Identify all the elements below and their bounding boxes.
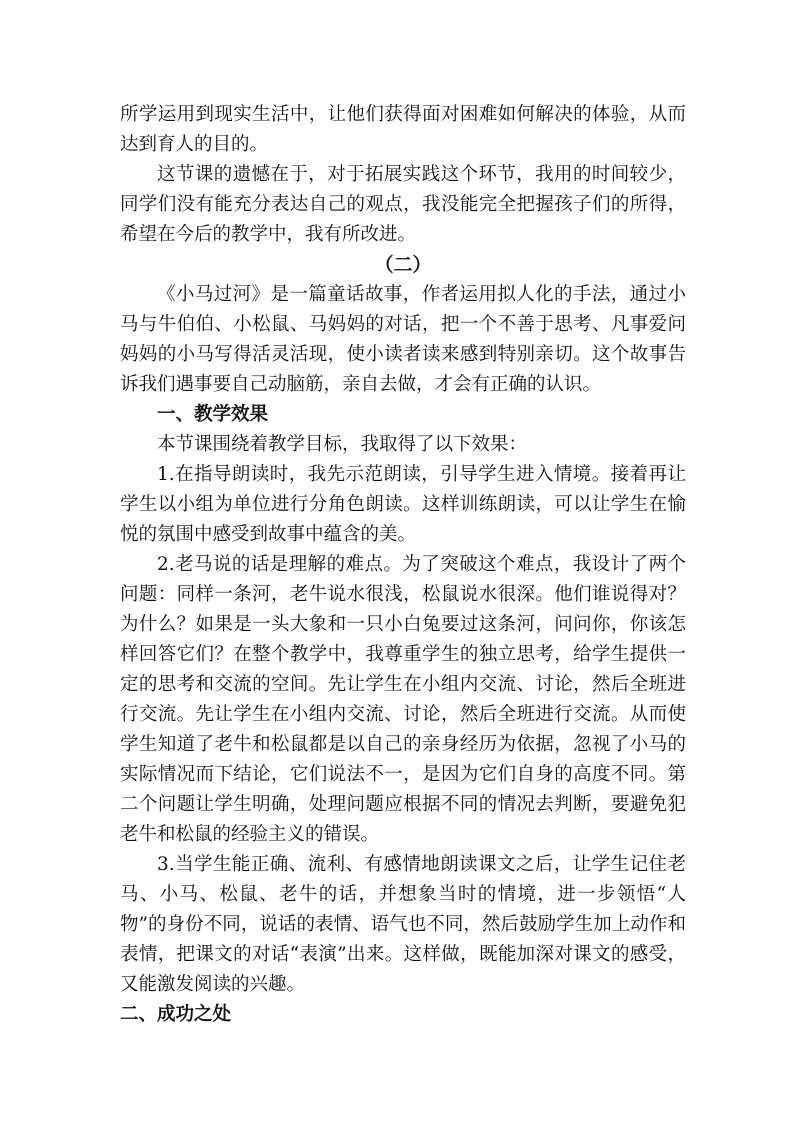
paragraph-6: 2.老马说的话是理解的难点。为了突破这个难点，我设计了两个问题：同样一条河，老牛说水很浅，松鼠说水很深。他们谁说得对？为什么？如果是一头大象和一只小白兔要过这条河，问问你，你该怎样回答它们？在整个教学中，我尊重学生的独立思考，给学生提供一定的思考和交流的空间。先让学生在小组内交流、讨论，然后全班进行交流。先让学生在小组内交流、讨论，然后全班进行交流。从而使学生知道了老牛和松鼠都是以自己的亲身经历为依据，忽视了小马的实际情况而下结论，它们说法不一，是因为它们自身的高度不同。第二个问题让学生明确，处理问题应根据不同的情况去判断，要避免犯老牛和松鼠的经验主义的错误。	[120, 554, 686, 845]
paragraph-2: 这节课的遗憾在于，对于拓展实践这个环节，我用的时间较少，同学们没有能充分表达自己的观点，我没能完全把握孩子们的所得，希望在今后的教学中，我有所改进。	[120, 164, 686, 245]
paragraph-1: 所学运用到现实生活中，让他们获得面对困难如何解决的体验，从而达到育人的目的。	[120, 104, 686, 155]
document-body	[120, 100, 686, 1030]
section-title: （二）	[374, 254, 432, 276]
heading-teaching-effect: 一、教学效果	[157, 404, 269, 425]
heading-success: 二、成功之处	[120, 1004, 232, 1025]
paragraph-5: 1.在指导朗读时，我先示范朗读，引导学生进入情境。接着再让学生以小组为单位进行分角色朗读。这样训练朗读，可以让学生在愉悦的氛围中感受到故事中蕴含的美。	[120, 464, 686, 545]
paragraph-7: 3.当学生能正确、流利、有感情地朗读课文之后，让学生记住老马、小马、松鼠、老牛的话，并想象当时的情境，进一步领悟“人物”的身份不同，说话的表情、语气也不同，然后鼓励学生加上动作和表情，把课文的对话“表演”出来。这样做，既能加深对课文的感受，又能激发阅读的兴趣。	[120, 854, 686, 995]
paragraph-4: 本节课围绕着教学目标，我取得了以下效果：	[157, 434, 528, 455]
paragraph-3: 《小马过河》是一篇童话故事，作者运用拟人化的手法，通过小马与牛伯伯、小松鼠、马妈妈的对话，把一个不善于思考、凡事爱问妈妈的小马写得活灵活现，使小读者读来感到特别亲切。这个故事告诉我们遇事要自己动脑筋，亲自去做，才会有正确的认识。	[120, 284, 686, 395]
